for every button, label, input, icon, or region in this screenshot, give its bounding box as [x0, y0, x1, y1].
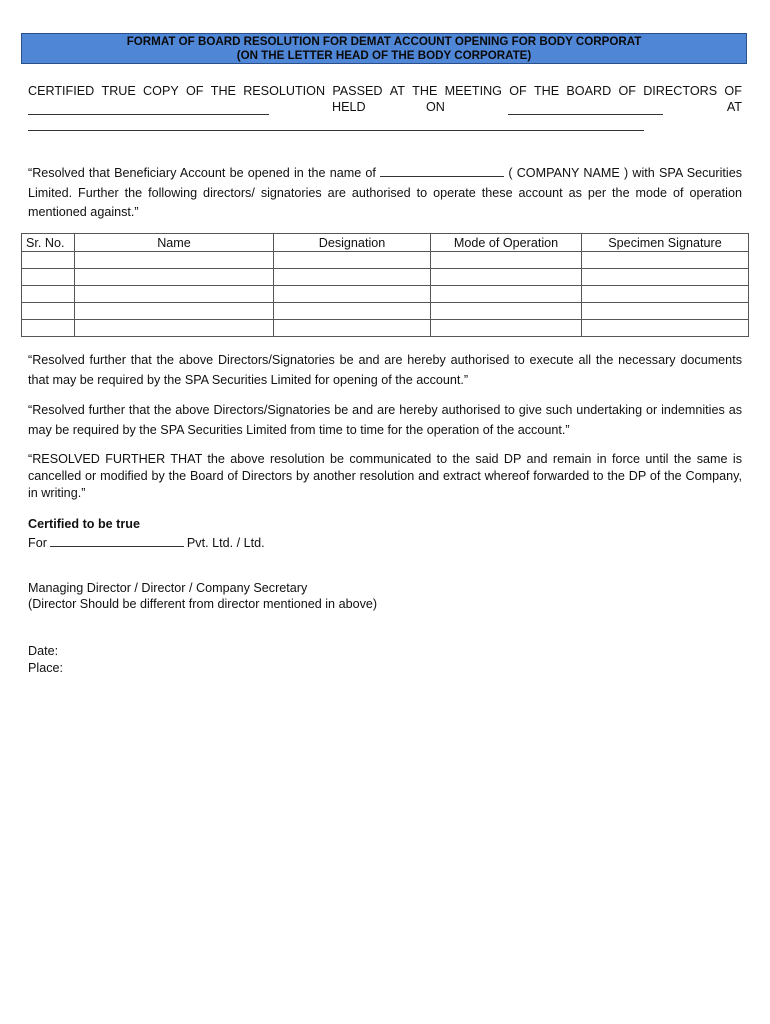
col-mode-of-operation: Mode of Operation [431, 234, 582, 252]
table-row [22, 269, 749, 286]
held-on-date-blank[interactable] [508, 114, 663, 115]
title-line-1: FORMAT OF BOARD RESOLUTION FOR DEMAT ACCOUNT OPENING FOR BODY CORPORAT [126, 35, 642, 48]
table-cell[interactable] [582, 252, 749, 269]
certified-true-heading: Certified to be true [28, 517, 140, 531]
table-cell[interactable] [274, 252, 431, 269]
table-cell[interactable] [75, 252, 274, 269]
certified-word: DIRECTORS [643, 84, 718, 98]
table-cell[interactable] [431, 303, 582, 320]
directors-table [21, 233, 749, 337]
certified-word: COPY [143, 84, 179, 98]
table-row [22, 252, 749, 269]
table-cell[interactable] [274, 286, 431, 303]
resolution-open-account-part-a: “Resolved that Beneficiary Account be opened in the name of [28, 166, 376, 180]
certified-word: AT [389, 84, 405, 98]
title-line-2: (ON THE LETTER HEAD OF THE BODY CORPORATE) [236, 49, 532, 62]
table-cell[interactable] [274, 269, 431, 286]
on-label: ON [426, 100, 445, 114]
company-name-blank[interactable] [380, 164, 504, 177]
at-place-blank[interactable] [28, 130, 644, 131]
certified-word: OF [509, 84, 527, 98]
certified-word: THE [533, 84, 560, 98]
table-cell[interactable] [22, 252, 75, 269]
date-label: Date: [28, 644, 59, 658]
certified-statement-line-1 [28, 84, 742, 98]
certified-word: THE [210, 84, 236, 98]
place-label: Place: [28, 661, 64, 675]
table-cell[interactable] [22, 320, 75, 337]
col-designation: Designation [274, 234, 431, 252]
table-cell[interactable] [274, 303, 431, 320]
table-cell[interactable] [22, 286, 75, 303]
resolution-open-account-part-b: ( COMPANY NAME ) with SPA Securities Limited. Further the following directors/ signatories are authorised to operate these account as per the mode of operation mentioned against.” [28, 166, 743, 219]
certified-word: CERTIFIED [28, 84, 95, 98]
certified-word: OF [186, 84, 204, 98]
table-header-row [22, 234, 749, 252]
table-cell[interactable] [582, 320, 749, 337]
certified-statement-line-2 [28, 100, 742, 116]
table-cell[interactable] [582, 269, 749, 286]
certified-word: RESOLUTION [243, 84, 326, 98]
table-cell[interactable] [431, 269, 582, 286]
held-label: HELD [332, 100, 366, 114]
table-cell[interactable] [22, 269, 75, 286]
certified-word: THE [412, 84, 438, 98]
table-cell[interactable] [582, 303, 749, 320]
table-cell[interactable] [274, 320, 431, 337]
for-company-line [28, 534, 265, 550]
title-banner [21, 33, 747, 64]
at-label: AT [726, 100, 742, 114]
directors-of-blank[interactable] [28, 114, 269, 115]
signatory-role: Managing Director / Director / Company Secretary [28, 581, 308, 595]
col-name: Name [75, 234, 274, 252]
certified-word: TRUE [101, 84, 136, 98]
col-sr-no: Sr. No. [22, 234, 75, 252]
for-label: For [28, 536, 47, 550]
certified-word: OF [724, 84, 742, 98]
table-row [22, 303, 749, 320]
resolution-communicate-dp: “RESOLVED FURTHER THAT the above resolution be communicated to the said DP and remain in force until the same is cancelled or modified by the Board of Directors by another resolution and extract whereof forwarded to the DP of the Company, in writing.” [28, 452, 742, 500]
table-cell[interactable] [75, 269, 274, 286]
resolution-open-account [28, 164, 742, 223]
company-suffix: Pvt. Ltd. / Ltd. [186, 536, 265, 550]
certified-word: BOARD [566, 84, 612, 98]
certified-word: OF [618, 84, 636, 98]
resolution-execute-documents: “Resolved further that the above Directors/Signatories be and are hereby authorised to execute all the necessary documents that may be required by the SPA Securities Limited for opening of the account.” [28, 353, 742, 387]
col-specimen-signature: Specimen Signature [582, 234, 749, 252]
table-cell[interactable] [431, 252, 582, 269]
table-cell[interactable] [75, 286, 274, 303]
table-cell[interactable] [582, 286, 749, 303]
table-cell[interactable] [431, 286, 582, 303]
table-row [22, 286, 749, 303]
table-cell[interactable] [431, 320, 582, 337]
certified-word: PASSED [332, 84, 383, 98]
certified-word: MEETING [444, 84, 502, 98]
table-cell[interactable] [75, 320, 274, 337]
table-cell[interactable] [75, 303, 274, 320]
resolution-undertaking: “Resolved further that the above Directors/Signatories be and are hereby authorised to give such undertaking or indemnities as may be required by the SPA Securities Limited from time to time for the operation of the account.” [28, 403, 742, 437]
table-cell[interactable] [22, 303, 75, 320]
signatory-note: (Director Should be different from director mentioned in above) [28, 597, 378, 611]
company-name-field[interactable] [50, 534, 184, 547]
table-row [22, 320, 749, 337]
